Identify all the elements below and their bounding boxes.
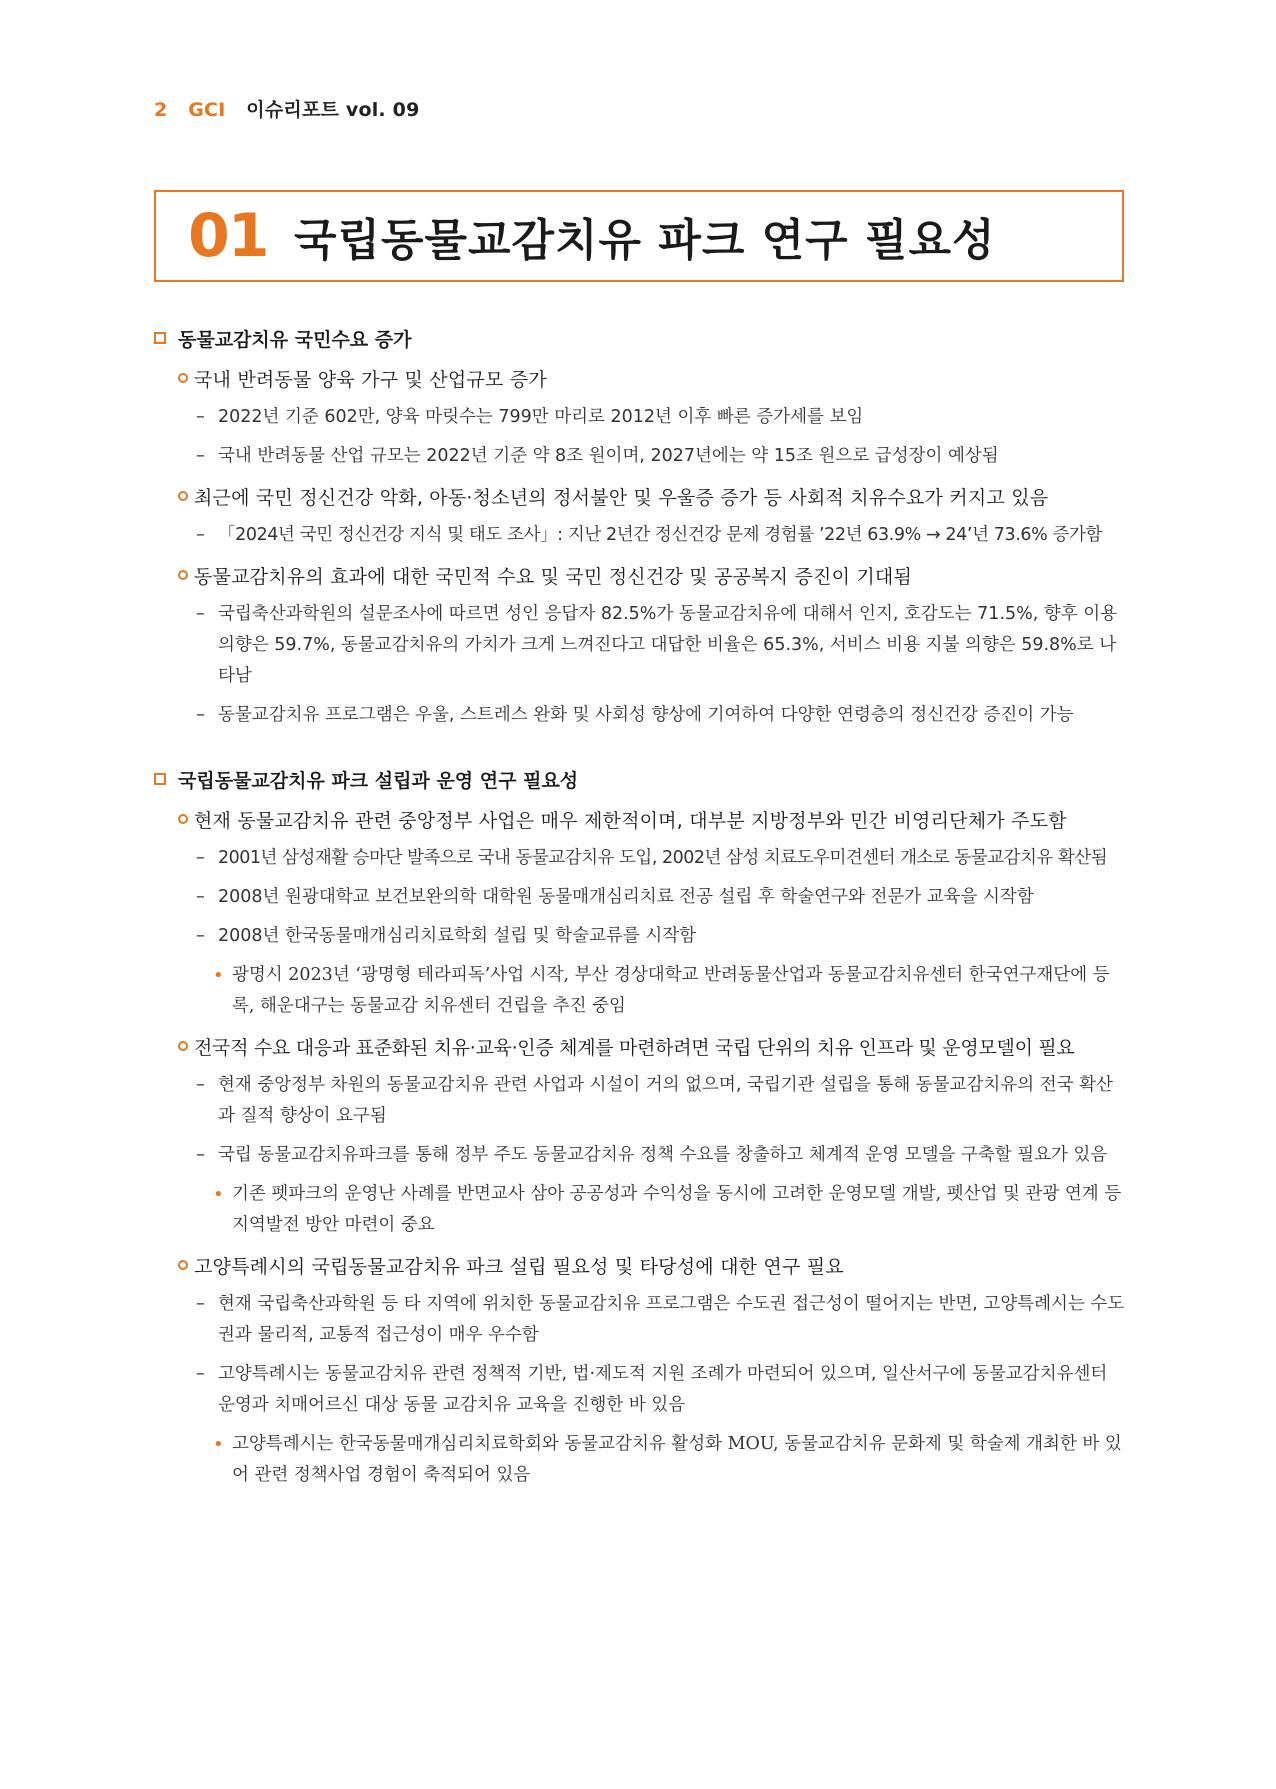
dash-item: – 현재 국립축산과학원 등 타 지역에 위치한 동물교감치유 프로그램은 수도권 접근성이 떨어지는 반면, 고양특례시는 수도권과 물리적, 교통적 접근성이 매우 우수함 — [154, 1289, 1125, 1351]
dash-item: – 현재 중앙정부 차원의 동물교감치유 관련 사업과 시설이 거의 없으며, 국립기관 설립을 통해 동물교감치유의 전국 확산과 질적 향상이 요구됨 — [154, 1070, 1125, 1132]
dash-item: – 국립 동물교감치유파크를 통해 정부 주도 동물교감치유 정책 수요를 창출하고 체계적 운영 모델을 구축할 필요가 있음 — [154, 1140, 1125, 1171]
dot-item: • 기존 펫파크의 운영난 사례를 반면교사 삼아 공공성과 수익성을 동시에 고려한 운영모델 개발, 펫산업 및 관광 연계 등 지역발전 방안 마련이 중요 — [154, 1179, 1125, 1241]
dash-icon: – — [196, 1075, 205, 1095]
dash-icon: – — [196, 705, 205, 725]
dash-icon: – — [196, 1364, 205, 1384]
dot-bullet-icon: • — [213, 1184, 224, 1205]
report-title: 이슈리포트 vol. 09 — [246, 99, 420, 121]
dash-item: – 2022년 기준 602만, 양육 마릿수는 799만 마리로 2012년 이후 빠른 증가세를 보임 — [154, 402, 1125, 433]
dash-item: – 국내 반려동물 산업 규모는 2022년 기준 약 8조 원이며, 2027년에는 약 15조 원으로 급성장이 예상됨 — [154, 441, 1125, 472]
dash-item: – 국립축산과학원의 설문조사에 따르면 성인 응답자 82.5%가 동물교감치유에 대해서 인지, 호감도는 71.5%, 향후 이용 의향은 59.7%, 동물교감치유의 가치가 크게 느껴진다고 대답한 비율은 65.3%, 서비스 비용 지불 의향은 59.8%로 나타남 — [154, 599, 1125, 692]
dash-icon: – — [196, 446, 205, 466]
circle-bullet-icon — [178, 1041, 188, 1051]
section-title: 국립동물교감치유 파크 연구 필요성 — [294, 215, 996, 266]
square-bullet-icon — [154, 773, 166, 785]
dash-item: – 고양특례시는 동물교감치유 관련 정책적 기반, 법·제도적 지원 조례가 마련되어 있으며, 일산서구에 동물교감치유센터 운영과 치매어르신 대상 동물 교감치유 교육을 진행한 바 있음 — [154, 1359, 1125, 1421]
running-header — [154, 95, 420, 122]
circle-bullet-icon — [178, 1260, 188, 1270]
dash-icon: – — [196, 848, 205, 868]
report-body — [154, 322, 1125, 1499]
section-title-box — [154, 190, 1124, 282]
circle-bullet-icon — [178, 373, 188, 383]
dash-icon: – — [196, 525, 205, 545]
dot-item: • 광명시 2023년 ‘광명형 테라피독’사업 시작, 부산 경상대학교 반려동물산업과 동물교감치유센터 한국연구재단에 등록, 해운대구는 동물교감 치유센터 건립을 추진 중임 — [154, 960, 1125, 1022]
circle-bullet-icon — [178, 814, 188, 824]
dash-icon: – — [196, 887, 205, 907]
section-number: 01 — [188, 201, 268, 271]
heading-level1: 동물교감치유 국민수요 증가 — [154, 322, 1125, 354]
dash-item: – 동물교감치유 프로그램은 우울, 스트레스 완화 및 사회성 향상에 기여하여 다양한 연령층의 정신건강 증진이 가능 — [154, 700, 1125, 731]
brand-name: GCI — [188, 99, 226, 121]
dash-icon: – — [196, 407, 205, 427]
dash-icon: – — [196, 604, 205, 624]
dash-item: – 2008년 원광대학교 보건보완의학 대학원 동물매개심리치료 전공 설립 후 학술연구와 전문가 교육을 시작함 — [154, 882, 1125, 913]
dash-item: – 2001년 삼성재활 승마단 발족으로 국내 동물교감치유 도입, 2002년 삼성 치료도우미견센터 개소로 동물교감치유 확산됨 — [154, 843, 1125, 874]
dash-icon: – — [196, 1145, 205, 1165]
heading-level2: 동물교감치유의 효과에 대한 국민적 수요 및 국민 정신건강 및 공공복지 증진이 기대됨 — [178, 559, 1125, 591]
circle-bullet-icon — [178, 570, 188, 580]
heading-level2: 최근에 국민 정신건강 악화, 아동·청소년의 정서불안 및 우울증 증가 등 사회적 치유수요가 커지고 있음 — [178, 480, 1125, 512]
heading-level1: 국립동물교감치유 파크 설립과 운영 연구 필요성 — [154, 763, 1125, 795]
dot-bullet-icon: • — [213, 965, 224, 986]
circle-bullet-icon — [178, 491, 188, 501]
heading-level2: 국내 반려동물 양육 가구 및 산업규모 증가 — [178, 362, 1125, 394]
dash-icon: – — [196, 1294, 205, 1314]
square-bullet-icon — [154, 332, 166, 344]
dot-bullet-icon: • — [213, 1434, 224, 1455]
heading-level2: 고양특례시의 국립동물교감치유 파크 설립 필요성 및 타당성에 대한 연구 필요 — [178, 1249, 1125, 1281]
page-number: 2 — [154, 99, 168, 121]
dot-item: • 고양특례시는 한국동물매개심리치료학회와 동물교감치유 활성화 MOU, 동물교감치유 문화제 및 학술제 개최한 바 있어 관련 정책사업 경험이 축적되어 있음 — [154, 1429, 1125, 1491]
heading-level2: 현재 동물교감치유 관련 중앙정부 사업은 매우 제한적이며, 대부분 지방정부와 민간 비영리단체가 주도함 — [178, 803, 1125, 835]
heading-level2: 전국적 수요 대응과 표준화된 치유·교육·인증 체계를 마련하려면 국립 단위의 치유 인프라 및 운영모델이 필요 — [178, 1030, 1125, 1062]
dash-icon: – — [196, 926, 205, 946]
dash-item: – 「2024년 국민 정신건강 지식 및 태도 조사」: 지난 2년간 정신건강 문제 경험률 ’22년 63.9% → 24’년 73.6% 증가함 — [154, 520, 1125, 551]
dash-item: – 2008년 한국동물매개심리치료학회 설립 및 학술교류를 시작함 — [154, 921, 1125, 952]
